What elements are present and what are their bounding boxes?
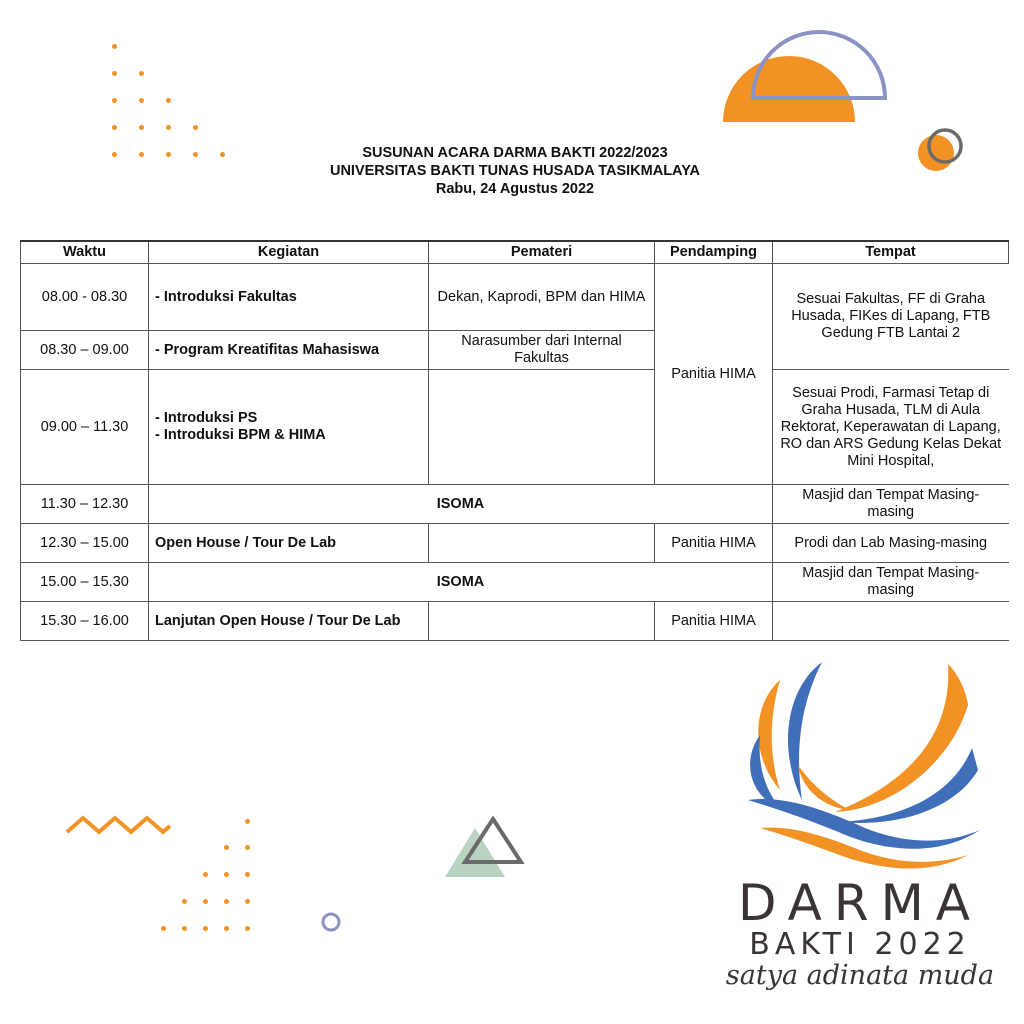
kegiatan-line-1: - Introduksi PS bbox=[155, 410, 258, 426]
cell-waktu: 15.30 – 16.00 bbox=[21, 602, 149, 641]
table-row bbox=[21, 485, 1009, 524]
cell-kegiatan: Open House / Tour De Lab bbox=[149, 524, 429, 563]
cell-waktu: 08.00 - 08.30 bbox=[21, 264, 149, 331]
cell-waktu: 11.30 – 12.30 bbox=[21, 485, 149, 524]
document-title bbox=[0, 144, 1024, 198]
cell-pemateri bbox=[429, 602, 655, 641]
cell-pemateri bbox=[429, 370, 655, 485]
darma-bakti-logo-emblem bbox=[740, 660, 990, 875]
table-row bbox=[21, 524, 1009, 563]
column-header-waktu: Waktu bbox=[21, 241, 149, 264]
cell-kegiatan: Lanjutan Open House / Tour De Lab bbox=[149, 602, 429, 641]
column-header-tempat: Tempat bbox=[773, 241, 1009, 264]
cell-kegiatan bbox=[149, 370, 429, 485]
kegiatan-line-2: - Introduksi BPM & HIMA bbox=[155, 427, 326, 443]
cell-pemateri: Narasumber dari Internal Fakultas bbox=[429, 331, 655, 370]
cell-tempat: Masjid dan Tempat Masing-masing bbox=[773, 563, 1009, 602]
dot-grid-bottom-left bbox=[0, 800, 260, 940]
cell-pendamping: Panitia HIMA bbox=[655, 524, 773, 563]
title-date: Rabu, 24 Agustus 2022 bbox=[435, 181, 595, 197]
cell-tempat: Prodi dan Lab Masing-masing bbox=[773, 524, 1009, 563]
logo-word-bakti: BAKTI 2022 bbox=[749, 927, 971, 962]
table-row bbox=[21, 370, 1009, 485]
column-header-pendamping: Pendamping bbox=[655, 241, 773, 264]
cell-tempat-prodi: Sesuai Prodi, Farmasi Tetap di Graha Husada, TLM di Aula Rektorat, Keperawatan di Lapang, RO dan ARS Gedung Kelas Dekat Mini Hospital, bbox=[773, 370, 1009, 485]
triangle-decoration bbox=[440, 810, 540, 885]
logo-word-darma: DARMA bbox=[738, 874, 982, 932]
cell-tempat: Masjid dan Tempat Masing-masing bbox=[773, 485, 1009, 524]
table-row bbox=[21, 602, 1009, 641]
cell-kegiatan: - Program Kreatifitas Mahasiswa bbox=[149, 331, 429, 370]
table-row bbox=[21, 264, 1009, 331]
cell-waktu: 12.30 – 15.00 bbox=[21, 524, 149, 563]
cell-kegiatan: - Introduksi Fakultas bbox=[149, 264, 429, 331]
schedule-table bbox=[20, 240, 1009, 641]
cell-kegiatan-isoma: ISOMA bbox=[149, 485, 773, 524]
cell-pendamping: Panitia HIMA bbox=[655, 602, 773, 641]
cell-waktu: 15.00 – 15.30 bbox=[21, 563, 149, 602]
cell-kegiatan-isoma: ISOMA bbox=[149, 563, 773, 602]
title-line-1: SUSUNAN ACARA DARMA BAKTI 2022/2023 bbox=[362, 145, 668, 161]
cell-pendamping-merged: Panitia HIMA bbox=[655, 264, 773, 485]
column-header-pemateri: Pemateri bbox=[429, 241, 655, 264]
ring-decoration bbox=[320, 911, 342, 933]
cell-waktu: 09.00 – 11.30 bbox=[21, 370, 149, 485]
title-line-2: UNIVERSITAS BAKTI TUNAS HUSADA TASIKMALAYA bbox=[329, 163, 701, 179]
cell-pemateri: Dekan, Kaprodi, BPM dan HIMA bbox=[429, 264, 655, 331]
table-header-row bbox=[21, 241, 1009, 264]
cell-pemateri bbox=[429, 524, 655, 563]
column-header-kegiatan: Kegiatan bbox=[149, 241, 429, 264]
cell-tempat-fakultas: Sesuai Fakultas, FF di Graha Husada, FIKes di Lapang, FTB Gedung FTB Lantai 2 bbox=[773, 264, 1009, 370]
cell-tempat bbox=[773, 602, 1009, 641]
table-row bbox=[21, 563, 1009, 602]
logo-tagline: satya adinata muda bbox=[725, 960, 995, 991]
cell-waktu: 08.30 – 09.00 bbox=[21, 331, 149, 370]
